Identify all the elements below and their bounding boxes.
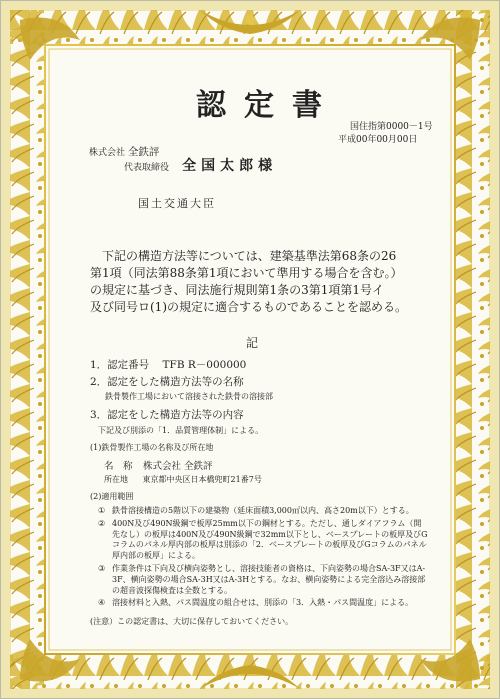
- list-number: ④: [98, 598, 106, 608]
- item2-value: 鉄骨製作工場において溶接された鉄骨の溶接部: [105, 392, 273, 401]
- item3-label: 3．認定をした構造方法等の内容: [90, 409, 244, 421]
- sub2-label: (2)適用範囲: [90, 492, 134, 501]
- ki-heading: 記: [246, 336, 259, 350]
- company-prefix: 株式会社: [89, 148, 126, 158]
- body-line: 第1項（同法第88条第1項において準用する場合を含む。）: [90, 266, 403, 280]
- storage-note: (注意）この認定書は、大切に保存しておいてください。: [90, 617, 294, 626]
- certificate-title: 認定書: [196, 88, 340, 123]
- body-paragraph: [90, 248, 407, 316]
- list-text: 溶接材料と入熱、パス間温度の組合せは、別添の「3．入熱・パス間温度」による。: [112, 598, 414, 608]
- company-name: 全鉄評: [127, 146, 160, 158]
- address-label: 所在地: [104, 475, 128, 484]
- list-number: ③: [98, 563, 106, 573]
- item2-label: 2．認定をした構造方法等の名称: [90, 376, 244, 388]
- list-text: 400N及び490N級鋼で板厚25mm以下の鋼材とする。ただし、通しダイアフラム（開先なし）の板厚は400N及び490N級鋼で32mm以下とし、ベースプレートの板厚及びGコラムのパネル厚内部の板厚は別添の「2．ベースプレートの板厚及びGコラムのパネル厚内部の板厚」による。: [112, 518, 428, 561]
- item3-value: 下記及び別添の「1．品質管理体制」による。: [98, 426, 264, 435]
- list-item: [98, 598, 428, 609]
- item1-value: TFB R－000000: [162, 359, 247, 371]
- recipient-name: 全国太郎様: [182, 158, 278, 174]
- list-item: [98, 506, 428, 517]
- list-item: [98, 564, 428, 596]
- document-number: 国住指第0000－1号: [350, 122, 433, 132]
- list-number: ①: [98, 506, 106, 515]
- body-line: 下記の構造方法等については、建築基準法第68条の26: [102, 249, 397, 263]
- name-label: 名 称: [104, 461, 133, 472]
- list-text: 作業条件は下向及び横向姿勢とし、溶接技能者の資格は、下向姿勢の場合SA-3F又はA-3F、横向姿勢の場合SA-3H又はA-3Hとする。なお、横向姿勢による完全溶込み溶接部の超音波探傷検査は全数とする。: [112, 563, 426, 595]
- factory-address: 東京都中央区日本橋兜町21番7号: [142, 475, 262, 484]
- sub1-label: (1)鉄骨製作工場の名称及び所在地: [90, 443, 214, 452]
- body-line: の規定に基づき、同法施行規則第1条の3第1項第1号イ: [90, 283, 385, 297]
- body-line: 及び同号ロ(1)の規定に適合するものであることを認める。: [90, 300, 408, 314]
- factory-name: 株式会社 全鉄評: [143, 461, 213, 472]
- item1-label: 1．認定番号: [90, 359, 150, 371]
- list-number: ②: [98, 518, 106, 528]
- issue-date: 平成00年00月00日: [338, 135, 418, 145]
- issuer: 国土交通大臣: [138, 197, 216, 210]
- list-text: 鉄骨溶接構造の5階以下の建築物（延床面積3,000㎡以内、高さ20m以下）とする。: [112, 506, 414, 515]
- scope-list: [98, 506, 428, 609]
- rep-title: 代表取締役: [124, 163, 170, 173]
- list-item: [98, 519, 428, 562]
